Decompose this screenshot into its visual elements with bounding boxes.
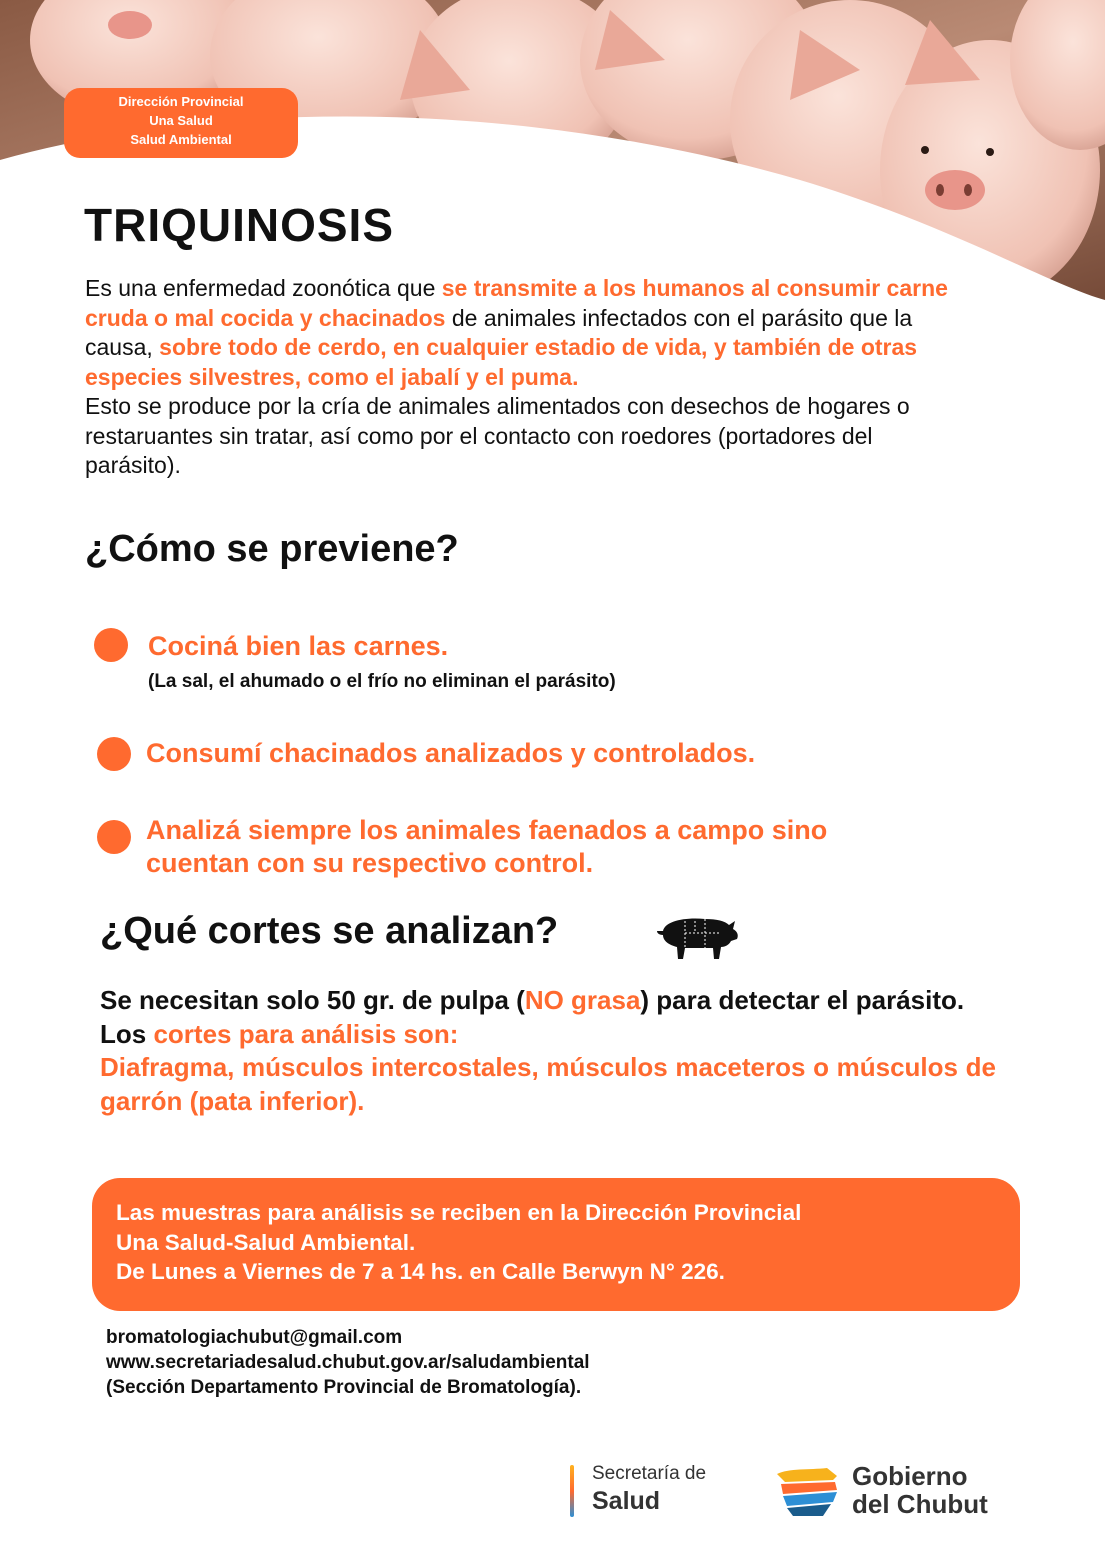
intro-text-3: Esto se produce por la cría de animales alimentados con desechos de hogares o restaruantes sin tratar, así como por el contacto con roedores (portadores del parásito).	[85, 393, 910, 478]
tip-analyze-line-2: cuentan con su respectivo control.	[146, 848, 594, 878]
cuts-title: ¿Qué cortes se analizan?	[100, 910, 559, 952]
chubut-logo-line-1: Gobierno	[852, 1461, 968, 1491]
contact-url[interactable]: www.secretariadesalud.chubut.gov.ar/saludambiental	[106, 1352, 590, 1373]
info-line-2: Una Salud-Salud Ambiental.	[116, 1229, 416, 1255]
chubut-map-icon	[775, 1466, 841, 1518]
badge-line-3: Salud Ambiental	[130, 132, 232, 147]
contact-email[interactable]: bromatologiachubut@gmail.com	[106, 1327, 403, 1348]
chubut-logo-line-2: del Chubut	[852, 1489, 988, 1519]
prevention-title: ¿Cómo se previene?	[85, 528, 459, 570]
cuts-paragraph	[100, 984, 996, 1118]
cuts-label: cortes para análisis son:	[153, 1018, 459, 1049]
tip-analyze-line-1: Analizá siempre los animales faenados a campo sino	[146, 815, 828, 845]
intro-paragraph	[85, 274, 965, 481]
badge-line-1: Dirección Provincial	[118, 94, 244, 109]
cuts-no-fat: NO grasa	[524, 985, 641, 1015]
page-title: TRIQUINOSIS	[84, 199, 395, 251]
cuts-text-1: Se necesitan solo 50 gr. de pulpa (	[100, 985, 525, 1015]
bullet-dot-3	[97, 820, 131, 854]
tip-cook-meat: Cociná bien las carnes.	[148, 631, 449, 661]
info-line-1: Las muestras para análisis se reciben en la Dirección Provincial	[116, 1200, 802, 1225]
contact-block	[106, 1325, 590, 1400]
samples-info-box	[92, 1178, 1020, 1311]
intro-text-1: Es una enfermedad zoonótica que	[85, 275, 442, 301]
cuts-text-2: ) para detectar el parásito.	[640, 985, 965, 1015]
contact-section: (Sección Departamento Provincial de Bromatología).	[106, 1377, 582, 1398]
department-badge	[64, 88, 298, 158]
intro-highlight-1: se transmite a los humanos al consumir carne cruda o mal cocida y chacinados	[85, 275, 948, 331]
intro-highlight-2: sobre todo de cerdo, en cualquier estadio de vida, y también de otras especies silvestres, como el jabalí y el puma.	[85, 334, 918, 390]
gobierno-chubut-logo	[775, 1462, 1005, 1524]
bullet-dot-1	[94, 628, 128, 662]
pig-cuts-icon	[655, 913, 740, 961]
intro-text-2: de animales infectados con el parásito que la causa,	[85, 304, 913, 360]
badge-line-2: Una Salud	[149, 113, 213, 128]
tip-cook-meat-note: (La sal, el ahumado o el frío no eliminan el parásito)	[148, 671, 616, 692]
cuts-text-3: Los	[100, 1018, 154, 1049]
info-line-3: De Lunes a Viernes de 7 a 14 hs. en Calle Berwyn N° 226.	[116, 1259, 725, 1284]
bullet-dot-2	[97, 737, 131, 771]
salud-logo-bar	[570, 1465, 574, 1517]
salud-logo-line-2: Salud	[592, 1487, 661, 1515]
tip-cured-meats: Consumí chacinados analizados y controlados.	[146, 738, 756, 768]
tip-analyze-animals	[146, 814, 827, 880]
salud-logo-line-1: Secretaría de	[592, 1463, 707, 1484]
cuts-list: Diafragma, músculos intercostales, músculos maceteros o músculos de garrón (pata inferior).	[100, 1052, 996, 1116]
